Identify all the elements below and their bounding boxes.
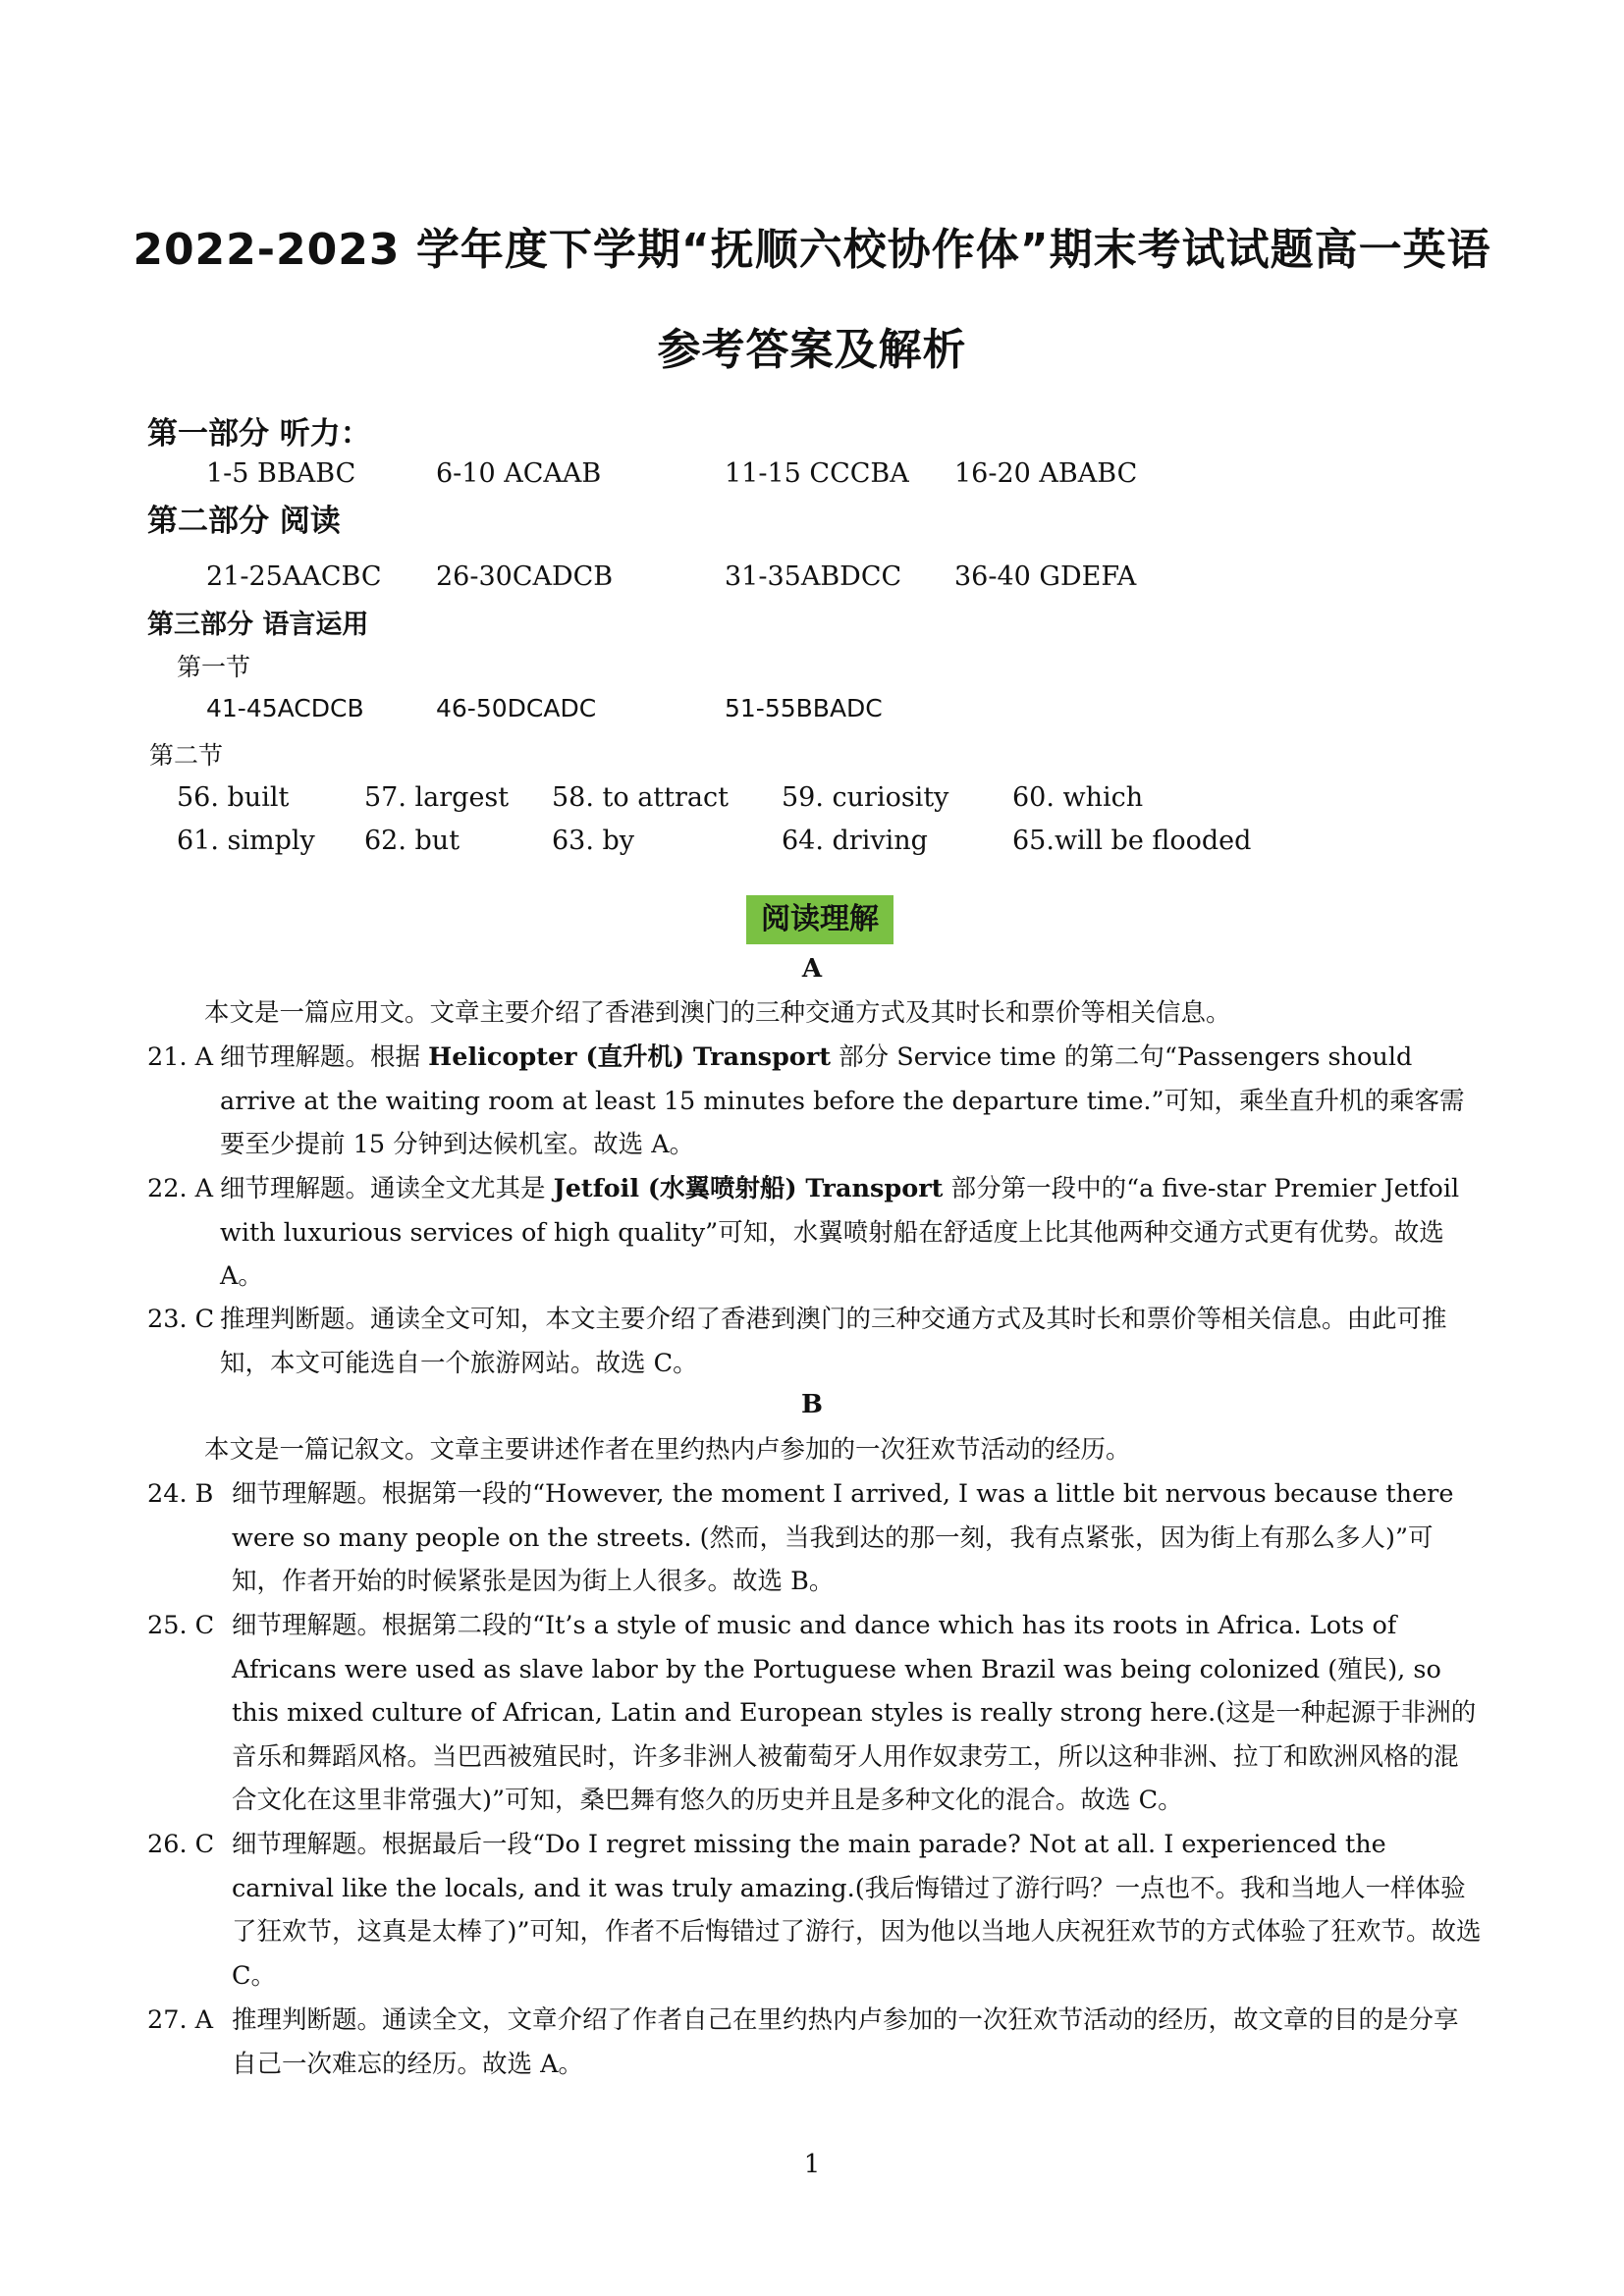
answer-item: 57. largest [364, 782, 510, 813]
answer-group: 46-50DCADC [436, 694, 597, 722]
answer-explanation-27 [147, 1999, 1483, 2086]
answer-group: 1-5 BBABC [206, 458, 356, 489]
answer-explanation-26 [147, 1823, 1483, 1998]
question-number: 26. C [147, 1830, 215, 1859]
answer-group: 16-20 ABABC [954, 458, 1138, 489]
explanation-text: 推理判断题。通读全文，文章介绍了作者自己在里约热内卢参加的一次狂欢节活动的经历，故文章的目的是分享自己一次难忘的经历。故选 A。 [232, 2005, 1459, 2079]
explanation-text: 细节理解题。根据第一段的“However, the moment I arrived, I was a little bit nervous because there were so many people on the streets. (然而，当我到达的那一刻，我有点紧张，因为街上有那么多人)”可知，作者开始的时候紧张是因为街上人很多。故选 B。 [232, 1479, 1454, 1596]
question-number: 22. A [147, 1174, 214, 1203]
answer-item: 65.will be flooded [1012, 826, 1252, 856]
passage-a-letter: A [801, 954, 823, 984]
explanation-text: 细节理解题。根据最后一段“Do I regret missing the main parade? Not at all. I experienced the carnival like the locals, and it was truly amazing.(我后悔错过了游行吗？一点也不。我和当地人一样体验了狂欢节，这真是太棒了)”可知，作者不后悔错过了游行，因为他以当地人庆祝狂欢节的方式体验了狂欢节。故选 C。 [232, 1830, 1482, 1991]
answer-explanation-22 [147, 1167, 1483, 1299]
page-subtitle: 参考答案及解析 [657, 325, 967, 375]
explanation-text: 推理判断题。通读全文可知，本文主要介绍了香港到澳门的三种交通方式及其时长和票价等相关信息。由此可推知，本文可能选自一个旅游网站。故选 C。 [220, 1305, 1447, 1378]
explanation-text: 部分第一段中的“a five-star Premier Jetfoil with luxurious services of high quality”可知，水翼喷射船在舒适度上比其他两种交通方式更有优势。故选 A。 [220, 1174, 1460, 1291]
page-title: 2022-2023 学年度下学期“抚顺六校协作体”期末考试试题高一英语 [133, 225, 1491, 275]
question-number: 23. C [147, 1305, 215, 1334]
question-number: 25. C [147, 1611, 215, 1640]
answer-explanation-23 [147, 1298, 1483, 1385]
part3-heading: 第三部分 语言运用 [147, 610, 369, 640]
section2-label: 第二节 [149, 741, 224, 770]
page-number: 1 [803, 2150, 821, 2179]
answer-group: 51-55BBADC [725, 694, 883, 722]
question-number: 24. B [147, 1479, 214, 1509]
answer-item: 63. by [552, 826, 635, 856]
passage-b-intro: 本文是一篇记叙文。文章主要讲述作者在里约热内卢参加的一次狂欢节活动的经历。 [204, 1435, 1131, 1465]
passage-b-letter: B [801, 1390, 823, 1419]
part2-heading: 第二部分 阅读 [147, 504, 341, 539]
section1-label: 第一节 [177, 653, 251, 681]
part1-heading: 第一部分 听力： [147, 416, 371, 452]
passage-a-intro: 本文是一篇应用文。文章主要介绍了香港到澳门的三种交通方式及其时长和票价等相关信息。 [204, 998, 1231, 1028]
explanation-lead: 细节理解题。通读全文尤其是 [220, 1174, 546, 1203]
answer-group: 41-45ACDCB [206, 694, 364, 722]
answer-item: 60. which [1012, 782, 1144, 813]
answer-item: 64. driving [782, 826, 928, 856]
answer-group: 26-30CADCB [436, 561, 614, 592]
answer-group: 31-35ABDCC [725, 561, 902, 592]
question-number: 27. A [147, 2005, 214, 2035]
answer-item: 58. to attract [552, 782, 729, 813]
answer-explanation-25 [147, 1604, 1483, 1823]
answer-explanation-21 [147, 1036, 1483, 1167]
answer-group: 21-25AACBC [206, 561, 382, 592]
explanation-text: 细节理解题。根据第二段的“It’s a style of music and dance which has its roots in Africa. Lots of Africans were used as slave labor by the Portuguese when Brazil was being colonized (殖民), so this mixed culture of African, Latin and European styles is really strong here.(这是一种起源于非洲的音乐和舞蹈风格。当巴西被殖民时，许多非洲人被葡萄牙人用作奴隶劳工，所以这种非洲、拉丁和欧洲风格的混合文化在这里非常强大)”可知，桑巴舞有悠久的历史并且是多种文化的混合。故选 C。 [232, 1611, 1477, 1815]
answer-explanation-24 [147, 1472, 1483, 1604]
explanation-bold: Helicopter (直升机) Transport [428, 1042, 832, 1072]
answer-item: 62. but [364, 826, 460, 856]
question-number: 21. A [147, 1042, 214, 1072]
reading-badge: 阅读理解 [746, 895, 893, 944]
answer-group: 11-15 CCCBA [725, 458, 909, 489]
explanation-lead: 细节理解题。根据 [220, 1042, 421, 1072]
answer-group: 6-10 ACAAB [436, 458, 602, 489]
answer-item: 61. simply [177, 826, 315, 856]
explanation-text: 部分 Service time 的第二句“Passengers should arrive at the waiting room at least 15 minutes before the departure time.”可知，乘坐直升机的乘客需要至少提前 15 分钟到达候机室。故选 A。 [220, 1042, 1465, 1159]
answer-item: 59. curiosity [782, 782, 949, 813]
answer-group: 36-40 GDEFA [954, 561, 1137, 592]
explanation-bold: Jetfoil (水翼喷射船) Transport [553, 1174, 944, 1203]
answer-item: 56. built [177, 782, 290, 813]
